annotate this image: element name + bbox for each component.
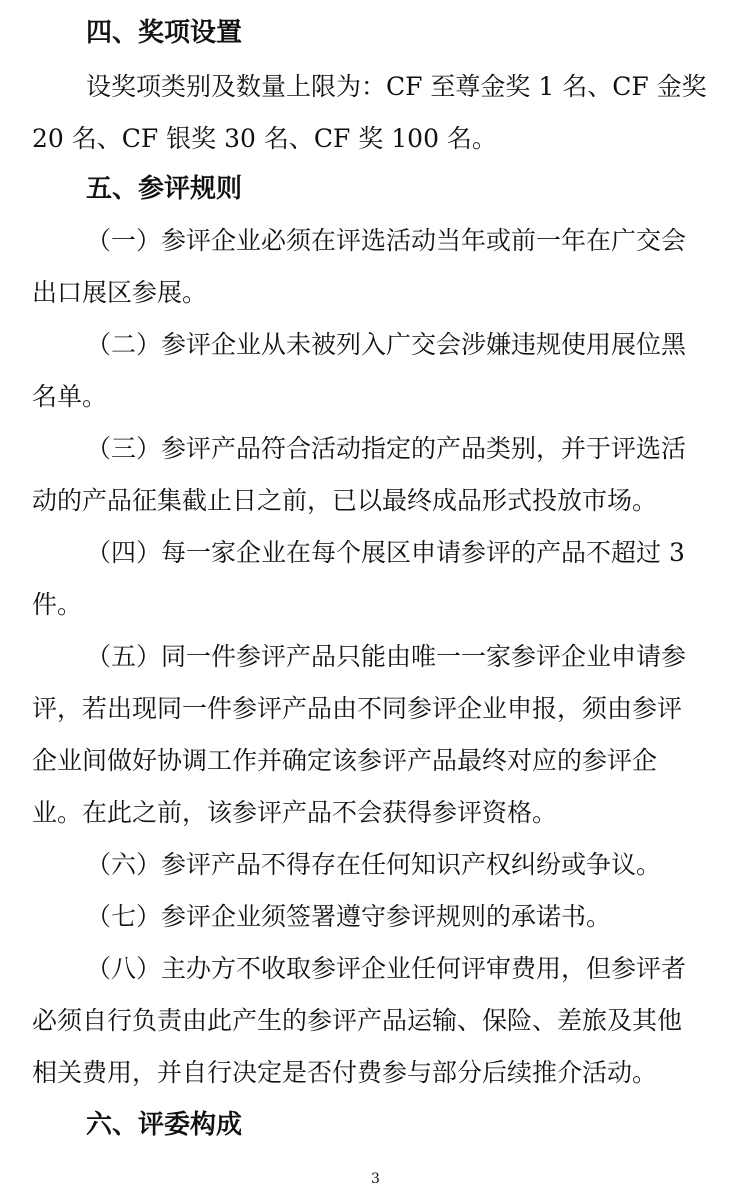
rule-8-line-2: 必须自行负责由此产生的参评产品运输、保险、差旅及其他 <box>32 1006 683 1035</box>
rule-3-line-1: （三）参评产品符合活动指定的产品类别，并于评选活 <box>86 434 687 463</box>
rule-1-line-2: 出口展区参展。 <box>32 278 208 307</box>
rule-5-line-4: 业。在此之前，该参评产品不会获得参评资格。 <box>32 798 558 827</box>
rule-5-line-2: 评，若出现同一件参评产品由不同参评企业申报，须由参评 <box>32 694 683 723</box>
rule-1-line-1: （一）参评企业必须在评选活动当年或前一年在广交会 <box>86 226 687 255</box>
rule-4-line-2: 件。 <box>32 590 83 619</box>
page-number: 3 <box>371 1171 380 1187</box>
rule-4-line-1: （四）每一家企业在每个展区申请参评的产品不超过 3 <box>86 538 685 567</box>
rule-8-line-3: 相关费用，并自行决定是否付费参与部分后续推介活动。 <box>32 1058 658 1087</box>
award-setting-line-2: 20 名、CF 银奖 30 名、CF 奖 100 名。 <box>32 124 497 153</box>
section-heading-judges: 六、评委构成 <box>86 1110 243 1140</box>
rule-5-line-1: （五）同一件参评产品只能由唯一一家参评企业申请参 <box>86 642 687 671</box>
rule-3-line-2: 动的产品征集截止日之前，已以最终成品形式投放市场。 <box>32 486 658 515</box>
rule-2-line-1: （二）参评企业从未被列入广交会涉嫌违规使用展位黑 <box>86 330 687 359</box>
rule-6-line-1: （六）参评产品不得存在任何知识产权纠纷或争议。 <box>86 850 662 879</box>
rule-2-line-2: 名单。 <box>32 382 108 411</box>
rule-5-line-3: 企业间做好协调工作并确定该参评产品最终对应的参评企 <box>32 746 658 775</box>
award-setting-line-1: 设奖项类别及数量上限为：CF 至尊金奖 1 名、CF 金奖 <box>86 72 707 101</box>
section-heading-award-setting: 四、奖项设置 <box>86 18 243 48</box>
rule-7-line-1: （七）参评企业须签署遵守参评规则的承诺书。 <box>86 902 612 931</box>
rule-8-line-1: （八）主办方不收取参评企业任何评审费用，但参评者 <box>86 954 687 983</box>
section-heading-rules: 五、参评规则 <box>86 174 243 204</box>
